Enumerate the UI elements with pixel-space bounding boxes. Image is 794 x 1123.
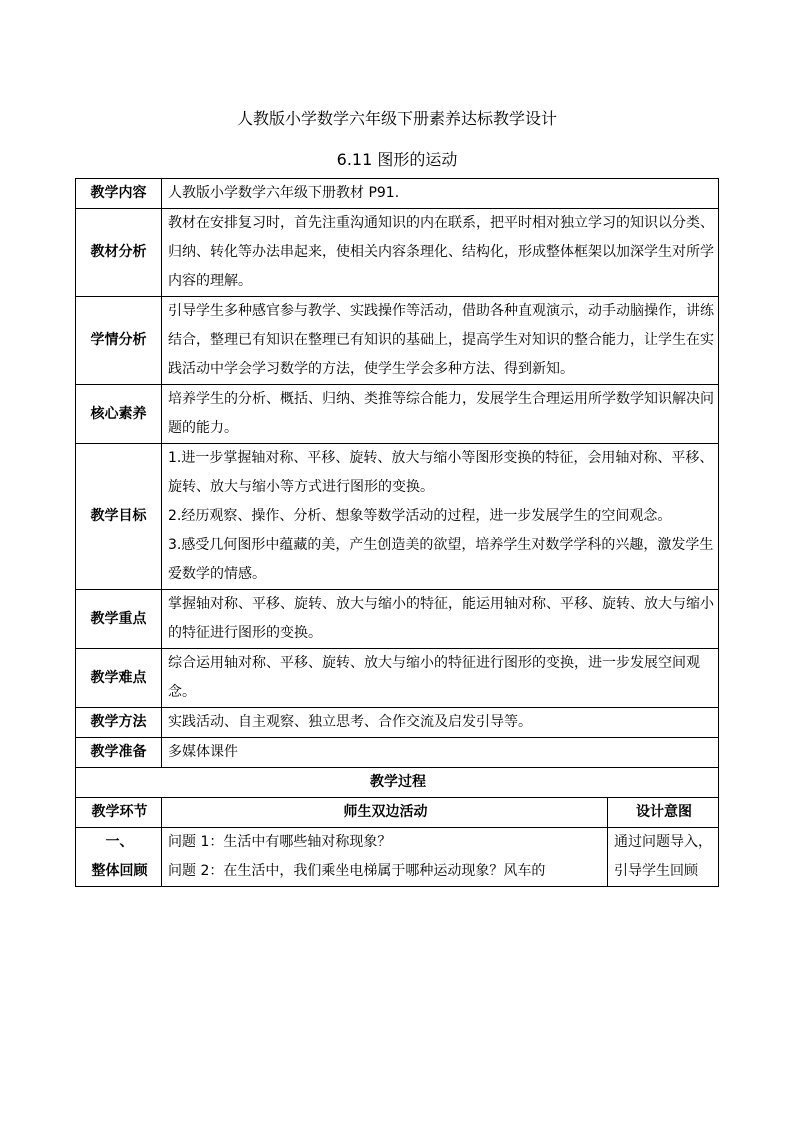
stage-cell (76, 828, 162, 887)
goals-cell (162, 444, 719, 590)
row-preparation (76, 738, 719, 768)
process-heading-row (76, 768, 719, 798)
process-stage-row (76, 828, 719, 887)
lesson-plan-table (75, 178, 719, 887)
question-2: 问题 2：在生活中，我们乘坐电梯属于哪种运动现象？风车的 (168, 863, 546, 879)
lesson-subtitle: 6.11 图形的运动 (336, 150, 458, 169)
row-teaching-goals (76, 444, 719, 590)
row-text: 掌握轴对称、平移、旋转、放大与缩小的特征，能运用轴对称、平移、旋转、放大与缩小的特征进行图形的变换。 (162, 590, 719, 649)
activity-cell (162, 828, 608, 887)
row-label: 教学内容 (76, 179, 162, 209)
column-header-intent: 设计意图 (608, 798, 719, 828)
row-text: 引导学生多种感官参与教学、实践操作等活动，借助各种直观演示，动手动脑操作，讲练结合，整理已有知识在整理已有知识的基础上，提高学生对知识的整合能力，让学生在实践活动中学会学习数学的方法，使学生学会多种方法、得到新知。 (162, 297, 719, 385)
row-label: 教学准备 (76, 738, 162, 768)
row-label: 核心素养 (76, 385, 162, 444)
row-text: 教材在安排复习时，首先注重沟通知识的内在联系，把平时相对独立学习的知识以分类、归纳、转化等办法串起来，使相关内容条理化、结构化，形成整体框架以加深学生对所学内容的理解。 (162, 209, 719, 297)
row-label: 教材分析 (76, 209, 162, 297)
stage-number: 一、 (105, 834, 134, 850)
column-header-activity: 师生双边活动 (162, 798, 608, 828)
goal-item: 1.进一步掌握轴对称、平移、旋转、放大与缩小等图形变换的特征，会用轴对称、平移、旋转、放大与缩小等方式进行图形的变换。 (168, 450, 714, 495)
row-text: 培养学生的分析、概括、归纳、类推等综合能力，发展学生合理运用所学数学知识解决问题的能力。 (162, 385, 719, 444)
row-content (76, 179, 719, 209)
row-text: 实践活动、自主观察、独立思考、合作交流及启发引导等。 (162, 708, 719, 738)
column-header-stage: 教学环节 (76, 798, 162, 828)
intent-line: 引导学生回顾 (614, 863, 698, 879)
intent-cell (608, 828, 719, 887)
process-columns-row (76, 798, 719, 828)
row-key-points (76, 590, 719, 649)
row-difficult-points (76, 649, 719, 708)
intent-line: 通过问题导入， (614, 834, 712, 850)
row-text: 人教版小学数学六年级下册教材 P91. (162, 179, 719, 209)
row-label: 教学重点 (76, 590, 162, 649)
row-core-literacy (76, 385, 719, 444)
document-title: 人教版小学数学六年级下册素养达标教学设计 (236, 109, 557, 128)
row-text: 多媒体课件 (162, 738, 719, 768)
row-label: 教学目标 (76, 444, 162, 590)
stage-name: 整体回顾 (91, 863, 148, 879)
goal-item: 3.感受几何图形中蕴藏的美，产生创造美的欲望，培养学生对数学学科的兴趣，激发学生爱数学的情感。 (168, 537, 714, 582)
row-material-analysis (76, 209, 719, 297)
row-student-analysis (76, 297, 719, 385)
row-text: 综合运用轴对称、平移、旋转、放大与缩小的特征进行图形的变换，进一步发展空间观念。 (162, 649, 719, 708)
row-methods (76, 708, 719, 738)
goal-item: 2.经历观察、操作、分析、想象等数学活动的过程，进一步发展学生的空间观念。 (168, 508, 672, 524)
row-label: 教学方法 (76, 708, 162, 738)
row-label: 学情分析 (76, 297, 162, 385)
row-label: 教学难点 (76, 649, 162, 708)
process-heading: 教学过程 (76, 768, 719, 798)
question-1: 问题 1：生活中有哪些轴对称现象？ (168, 834, 392, 850)
